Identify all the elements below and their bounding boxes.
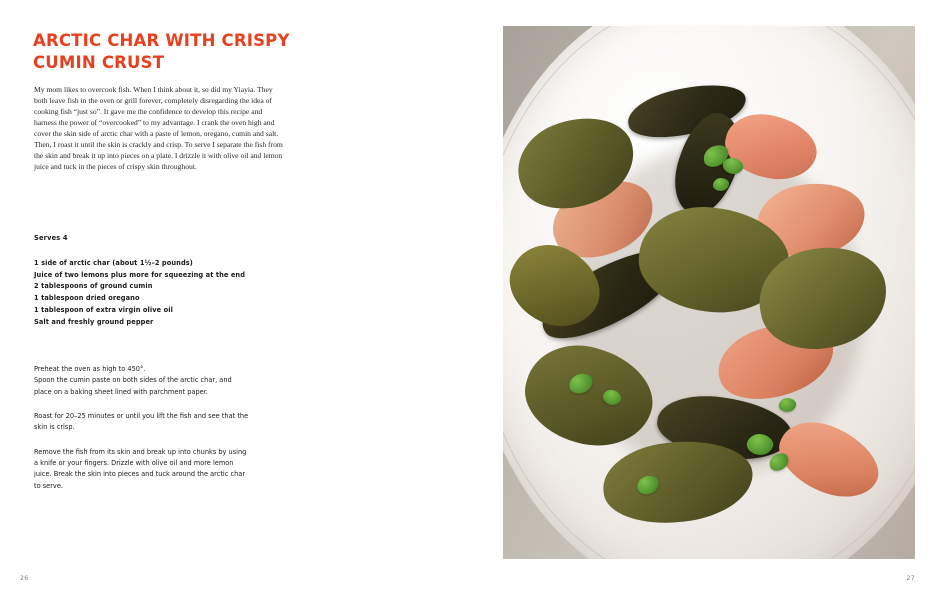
page-number-left: 26 [20,575,29,582]
list-item: 1 side of arctic char (about 1½–2 pounds) [34,259,193,267]
list-item: Juice of two lemons plus more for squeezing at the end [34,270,246,279]
right-page [467,0,935,598]
list-item: 2 tablespoons of ground cumin [34,282,153,291]
page-title: ARCTIC CHAR WITH CRISPY CUMIN CRUST [33,31,290,72]
step-paragraph: Preheat the oven as high to 450°. Spoon the cumin paste on both sides of the arctic char, and place on a baking sheet lined with parchment paper. [34,365,232,396]
step-paragraph: Roast for 20–25 minutes or until you lift the fish and see that the skin is crisp. [34,411,249,432]
page-number-right: 27 [906,575,915,582]
step-paragraph: Remove the fish from its skin and break up into chunks by using a knife or your fingers. Drizzle with olive oil and more lemon juice. Break the skin into pieces and tuck around the arctic char to serve. [34,447,247,490]
recipe-headnote: My mom likes to overcook fish. When I think about it, so did my Yiayia. They both leave fish in the oven or grill forever, completely disregarding the idea of cooking fish “just so”. It gave me the confidence to develop this recipe and harness the power of “overcooked” to my advantage. I crank the oven high and cover the skin side of arctic char with a paste of lemon, oregano, cumin and salt. Then, I roast it until the skin is crackly and crisp. To serve I separate the fish from the skin and break it up into pieces on a plate. I drizzle it with olive oil and lemon juice and tuck in the pieces of crispy skin throughout. [34,85,283,171]
instruction-steps [34,364,249,492]
herb-leaf [778,397,797,413]
list-item: Salt and freshly ground pepper [34,317,154,326]
fish-pieces [507,98,911,528]
recipe-photo [503,26,915,559]
left-page [0,0,467,598]
ingredient-list [34,258,294,328]
list-item: 1 tablespoon of extra virgin olive oil [34,305,173,314]
serves-label: Serves 4 [34,234,68,242]
list-item: 1 tablespoon dried oregano [34,294,140,303]
fish-flesh-piece [719,106,823,188]
